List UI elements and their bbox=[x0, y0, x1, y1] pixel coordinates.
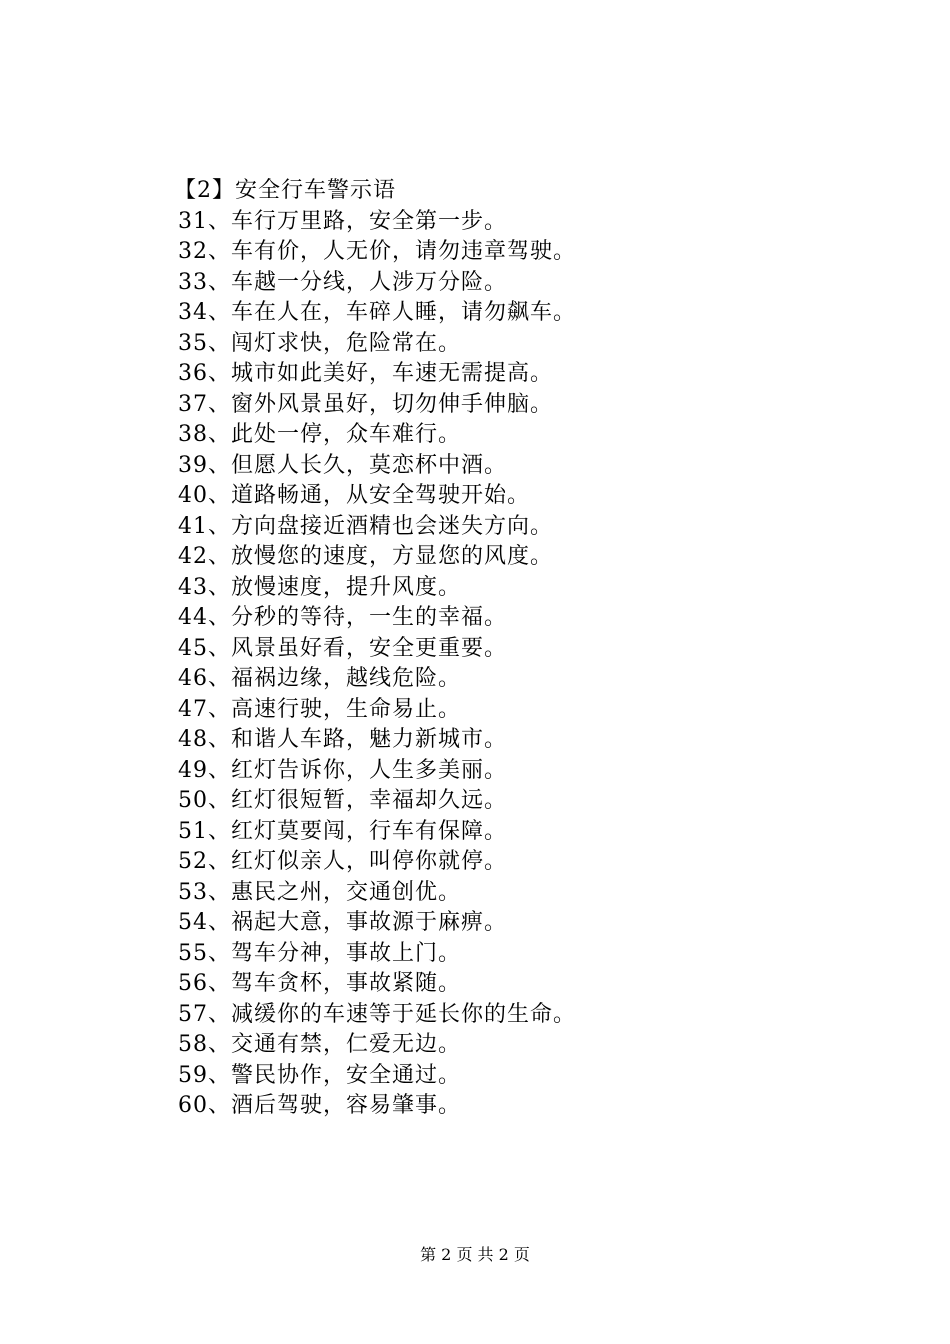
slogan-line: 45、风景虽好看，安全更重要。 bbox=[178, 635, 507, 661]
slogan-line: 40、道路畅通，从安全驾驶开始。 bbox=[178, 483, 530, 508]
slogan-line: 47、高速行驶，生命易止。 bbox=[178, 696, 461, 722]
slogan-line: 41、方向盘接近酒精也会迷失方向。 bbox=[178, 513, 553, 539]
slogan-line: 58、交通有禁，仁爱无边。 bbox=[178, 1032, 461, 1057]
slogan-line: 44、分秒的等待，一生的幸福。 bbox=[178, 605, 507, 630]
slogan-line: 33、车越一分线，人涉万分险。 bbox=[178, 269, 507, 295]
slogan-line: 48、和谐人车路，魅力新城市。 bbox=[178, 727, 507, 752]
slogan-line: 34、车在人在，车碎人睡，请勿飙车。 bbox=[178, 300, 576, 325]
slogan-line: 38、此处一停，众车难行。 bbox=[178, 422, 461, 447]
page-footer: 第 2 页 共 2 页 bbox=[420, 1245, 530, 1264]
slogan-line: 56、驾车贪杯，事故紧随。 bbox=[178, 971, 461, 996]
slogan-line: 50、红灯很短暂，幸福却久远。 bbox=[178, 788, 507, 813]
slogan-line: 35、闯灯求快，危险常在。 bbox=[178, 330, 461, 356]
section-heading: 【2】安全行车警示语 bbox=[174, 178, 396, 203]
slogan-line: 39、但愿人长久，莫恋杯中酒。 bbox=[178, 452, 507, 478]
slogan-line: 57、减缓你的车速等于延长你的生命。 bbox=[178, 1001, 576, 1027]
slogan-line: 55、驾车分神，事故上门。 bbox=[178, 940, 461, 966]
slogan-line: 51、红灯莫要闯，行车有保障。 bbox=[178, 818, 507, 844]
slogan-line: 59、警民协作，安全通过。 bbox=[178, 1062, 461, 1088]
slogan-line: 49、红灯告诉你，人生多美丽。 bbox=[178, 757, 507, 783]
slogan-line: 43、放慢速度，提升风度。 bbox=[178, 574, 461, 600]
slogan-line: 31、车行万里路，安全第一步。 bbox=[178, 208, 507, 234]
document-body bbox=[174, 176, 878, 1122]
slogan-line: 60、酒后驾驶，容易肇事。 bbox=[178, 1093, 461, 1118]
slogan-list bbox=[178, 207, 878, 1122]
slogan-line: 52、红灯似亲人，叫停你就停。 bbox=[178, 849, 507, 874]
slogan-line: 37、窗外风景虽好，切勿伸手伸脑。 bbox=[178, 391, 553, 417]
slogan-line: 53、惠民之州，交通创优。 bbox=[178, 879, 461, 905]
slogan-line: 54、祸起大意，事故源于麻痹。 bbox=[178, 910, 507, 935]
slogan-line: 36、城市如此美好，车速无需提高。 bbox=[178, 361, 553, 386]
slogan-line: 32、车有价，人无价，请勿违章驾驶。 bbox=[178, 239, 576, 264]
slogan-line: 46、福祸边缘，越线危险。 bbox=[178, 666, 461, 691]
slogan-line: 42、放慢您的速度，方显您的风度。 bbox=[178, 544, 553, 569]
